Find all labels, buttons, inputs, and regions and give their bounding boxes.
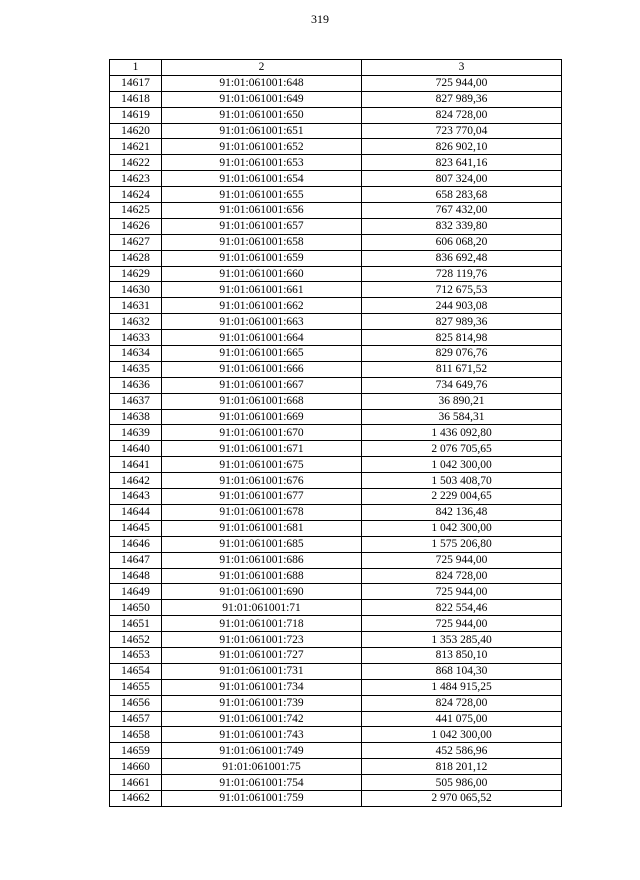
table-row bbox=[110, 504, 562, 520]
cadastral-number-cell: 91:01:061001:656 bbox=[162, 203, 362, 219]
table-row bbox=[110, 695, 562, 711]
cadastral-number-cell: 91:01:061001:759 bbox=[162, 790, 362, 806]
row-number-cell: 14618 bbox=[110, 91, 162, 107]
table-row bbox=[110, 266, 562, 282]
table-row bbox=[110, 107, 562, 123]
cadastral-number-cell: 91:01:061001:749 bbox=[162, 743, 362, 759]
cadastral-number-cell: 91:01:061001:650 bbox=[162, 107, 362, 123]
table-row bbox=[110, 552, 562, 568]
row-number-cell: 14637 bbox=[110, 393, 162, 409]
cadastral-value-cell: 824 728,00 bbox=[362, 695, 562, 711]
cadastral-number-cell: 91:01:061001:657 bbox=[162, 218, 362, 234]
cadastral-value-cell: 505 986,00 bbox=[362, 775, 562, 791]
table-row bbox=[110, 711, 562, 727]
row-number-cell: 14639 bbox=[110, 425, 162, 441]
table-row bbox=[110, 759, 562, 775]
cadastral-number-cell: 91:01:061001:660 bbox=[162, 266, 362, 282]
table-row bbox=[110, 298, 562, 314]
cadastral-value-cell: 811 671,52 bbox=[362, 361, 562, 377]
table-row bbox=[110, 314, 562, 330]
cadastral-value-cell: 1 484 915,25 bbox=[362, 679, 562, 695]
row-number-cell: 14649 bbox=[110, 584, 162, 600]
row-number-cell: 14656 bbox=[110, 695, 162, 711]
row-number-cell: 14638 bbox=[110, 409, 162, 425]
row-number-cell: 14620 bbox=[110, 123, 162, 139]
table-row bbox=[110, 647, 562, 663]
row-number-cell: 14630 bbox=[110, 282, 162, 298]
row-number-cell: 14619 bbox=[110, 107, 162, 123]
table-body bbox=[110, 75, 562, 806]
cadastral-number-cell: 91:01:061001:71 bbox=[162, 600, 362, 616]
table-row bbox=[110, 457, 562, 473]
cadastral-number-cell: 91:01:061001:718 bbox=[162, 616, 362, 632]
cadastral-number-cell: 91:01:061001:661 bbox=[162, 282, 362, 298]
row-number-cell: 14627 bbox=[110, 234, 162, 250]
table-row bbox=[110, 250, 562, 266]
cadastral-number-cell: 91:01:061001:655 bbox=[162, 187, 362, 203]
cadastral-value-cell: 1 503 408,70 bbox=[362, 473, 562, 489]
row-number-cell: 14640 bbox=[110, 441, 162, 457]
cadastral-number-cell: 91:01:061001:739 bbox=[162, 695, 362, 711]
table-row bbox=[110, 377, 562, 393]
row-number-cell: 14657 bbox=[110, 711, 162, 727]
cadastral-value-cell: 606 068,20 bbox=[362, 234, 562, 250]
row-number-cell: 14621 bbox=[110, 139, 162, 155]
cadastral-value-cell: 452 586,96 bbox=[362, 743, 562, 759]
row-number-cell: 14622 bbox=[110, 155, 162, 171]
cadastral-number-cell: 91:01:061001:75 bbox=[162, 759, 362, 775]
cadastral-value-cell: 767 432,00 bbox=[362, 203, 562, 219]
cadastral-value-cell: 2 076 705,65 bbox=[362, 441, 562, 457]
row-number-cell: 14633 bbox=[110, 330, 162, 346]
cadastral-number-cell: 91:01:061001:669 bbox=[162, 409, 362, 425]
cadastral-number-cell: 91:01:061001:662 bbox=[162, 298, 362, 314]
cadastral-number-cell: 91:01:061001:678 bbox=[162, 504, 362, 520]
table-row bbox=[110, 75, 562, 91]
cadastral-number-cell: 91:01:061001:648 bbox=[162, 75, 362, 91]
row-number-cell: 14623 bbox=[110, 171, 162, 187]
cadastral-value-cell: 824 728,00 bbox=[362, 568, 562, 584]
cadastral-value-cell: 2 229 004,65 bbox=[362, 489, 562, 505]
cadastral-number-cell: 91:01:061001:688 bbox=[162, 568, 362, 584]
row-number-cell: 14651 bbox=[110, 616, 162, 632]
table-row bbox=[110, 139, 562, 155]
cadastral-number-cell: 91:01:061001:670 bbox=[162, 425, 362, 441]
table-row bbox=[110, 568, 562, 584]
cadastral-value-cell: 1 575 206,80 bbox=[362, 536, 562, 552]
table-row bbox=[110, 663, 562, 679]
row-number-cell: 14653 bbox=[110, 647, 162, 663]
row-number-cell: 14629 bbox=[110, 266, 162, 282]
cadastral-value-cell: 836 692,48 bbox=[362, 250, 562, 266]
row-number-cell: 14626 bbox=[110, 218, 162, 234]
row-number-cell: 14625 bbox=[110, 203, 162, 219]
cadastral-value-cell: 2 970 065,52 bbox=[362, 790, 562, 806]
cadastral-number-cell: 91:01:061001:652 bbox=[162, 139, 362, 155]
cadastral-number-cell: 91:01:061001:649 bbox=[162, 91, 362, 107]
row-number-cell: 14644 bbox=[110, 504, 162, 520]
cadastral-value-cell: 827 989,36 bbox=[362, 314, 562, 330]
table-row bbox=[110, 679, 562, 695]
cadastral-number-cell: 91:01:061001:671 bbox=[162, 441, 362, 457]
table-row bbox=[110, 600, 562, 616]
cadastral-number-cell: 91:01:061001:754 bbox=[162, 775, 362, 791]
row-number-cell: 14650 bbox=[110, 600, 162, 616]
cadastral-value-cell: 728 119,76 bbox=[362, 266, 562, 282]
cadastral-value-cell: 441 075,00 bbox=[362, 711, 562, 727]
table-row bbox=[110, 441, 562, 457]
cadastral-number-cell: 91:01:061001:675 bbox=[162, 457, 362, 473]
table-row bbox=[110, 743, 562, 759]
cadastral-value-cell: 725 944,00 bbox=[362, 616, 562, 632]
cadastral-number-cell: 91:01:061001:681 bbox=[162, 520, 362, 536]
cadastral-value-cell: 723 770,04 bbox=[362, 123, 562, 139]
row-number-cell: 14636 bbox=[110, 377, 162, 393]
table-row bbox=[110, 91, 562, 107]
table-row bbox=[110, 393, 562, 409]
row-number-cell: 14645 bbox=[110, 520, 162, 536]
table-row bbox=[110, 616, 562, 632]
cadastral-number-cell: 91:01:061001:686 bbox=[162, 552, 362, 568]
cadastral-value-cell: 36 584,31 bbox=[362, 409, 562, 425]
cadastral-number-cell: 91:01:061001:651 bbox=[162, 123, 362, 139]
row-number-cell: 14635 bbox=[110, 361, 162, 377]
row-number-cell: 14643 bbox=[110, 489, 162, 505]
row-number-cell: 14661 bbox=[110, 775, 162, 791]
column-header-2: 2 bbox=[162, 60, 362, 76]
table-row bbox=[110, 790, 562, 806]
table-row bbox=[110, 282, 562, 298]
cadastral-value-cell: 825 814,98 bbox=[362, 330, 562, 346]
cadastral-number-cell: 91:01:061001:665 bbox=[162, 346, 362, 362]
cadastral-value-cell: 658 283,68 bbox=[362, 187, 562, 203]
cadastral-value-cell: 822 554,46 bbox=[362, 600, 562, 616]
cadastral-value-cell: 827 989,36 bbox=[362, 91, 562, 107]
cadastral-value-cell: 824 728,00 bbox=[362, 107, 562, 123]
table-row bbox=[110, 775, 562, 791]
cadastral-value-cell: 842 136,48 bbox=[362, 504, 562, 520]
row-number-cell: 14631 bbox=[110, 298, 162, 314]
table-row bbox=[110, 330, 562, 346]
row-number-cell: 14648 bbox=[110, 568, 162, 584]
cadastral-number-cell: 91:01:061001:663 bbox=[162, 314, 362, 330]
table-row bbox=[110, 234, 562, 250]
row-number-cell: 14659 bbox=[110, 743, 162, 759]
cadastral-number-cell: 91:01:061001:690 bbox=[162, 584, 362, 600]
cadastral-value-cell: 868 104,30 bbox=[362, 663, 562, 679]
cadastral-value-cell: 807 324,00 bbox=[362, 171, 562, 187]
table-row bbox=[110, 727, 562, 743]
cadastral-number-cell: 91:01:061001:668 bbox=[162, 393, 362, 409]
cadastral-value-table bbox=[109, 59, 562, 807]
row-number-cell: 14647 bbox=[110, 552, 162, 568]
cadastral-value-cell: 734 649,76 bbox=[362, 377, 562, 393]
row-number-cell: 14662 bbox=[110, 790, 162, 806]
table-row bbox=[110, 520, 562, 536]
cadastral-value-cell: 725 944,00 bbox=[362, 75, 562, 91]
cadastral-value-cell: 818 201,12 bbox=[362, 759, 562, 775]
table-row bbox=[110, 489, 562, 505]
table-row bbox=[110, 473, 562, 489]
table-row bbox=[110, 584, 562, 600]
row-number-cell: 14628 bbox=[110, 250, 162, 266]
cadastral-value-cell: 813 850,10 bbox=[362, 647, 562, 663]
table-row bbox=[110, 409, 562, 425]
cadastral-number-cell: 91:01:061001:659 bbox=[162, 250, 362, 266]
cadastral-value-cell: 1 436 092,80 bbox=[362, 425, 562, 441]
table-row bbox=[110, 425, 562, 441]
row-number-cell: 14642 bbox=[110, 473, 162, 489]
cadastral-number-cell: 91:01:061001:653 bbox=[162, 155, 362, 171]
table-row bbox=[110, 632, 562, 648]
cadastral-number-cell: 91:01:061001:658 bbox=[162, 234, 362, 250]
cadastral-number-cell: 91:01:061001:685 bbox=[162, 536, 362, 552]
cadastral-number-cell: 91:01:061001:666 bbox=[162, 361, 362, 377]
cadastral-value-cell: 832 339,80 bbox=[362, 218, 562, 234]
cadastral-value-cell: 823 641,16 bbox=[362, 155, 562, 171]
cadastral-value-cell: 1 042 300,00 bbox=[362, 727, 562, 743]
cadastral-number-cell: 91:01:061001:731 bbox=[162, 663, 362, 679]
table-row bbox=[110, 187, 562, 203]
row-number-cell: 14658 bbox=[110, 727, 162, 743]
cadastral-value-cell: 725 944,00 bbox=[362, 584, 562, 600]
row-number-cell: 14632 bbox=[110, 314, 162, 330]
row-number-cell: 14660 bbox=[110, 759, 162, 775]
cadastral-number-cell: 91:01:061001:734 bbox=[162, 679, 362, 695]
cadastral-value-cell: 712 675,53 bbox=[362, 282, 562, 298]
table-row bbox=[110, 123, 562, 139]
column-header-1: 1 bbox=[110, 60, 162, 76]
cadastral-value-cell: 244 903,08 bbox=[362, 298, 562, 314]
cadastral-number-cell: 91:01:061001:676 bbox=[162, 473, 362, 489]
row-number-cell: 14624 bbox=[110, 187, 162, 203]
table-row bbox=[110, 218, 562, 234]
table-row bbox=[110, 203, 562, 219]
row-number-cell: 14646 bbox=[110, 536, 162, 552]
cadastral-value-cell: 829 076,76 bbox=[362, 346, 562, 362]
cadastral-value-cell: 1 042 300,00 bbox=[362, 457, 562, 473]
row-number-cell: 14655 bbox=[110, 679, 162, 695]
cadastral-value-cell: 1 042 300,00 bbox=[362, 520, 562, 536]
table-row bbox=[110, 155, 562, 171]
cadastral-number-cell: 91:01:061001:727 bbox=[162, 647, 362, 663]
cadastral-number-cell: 91:01:061001:654 bbox=[162, 171, 362, 187]
column-header-3: 3 bbox=[362, 60, 562, 76]
cadastral-value-cell: 725 944,00 bbox=[362, 552, 562, 568]
page-number: 319 bbox=[311, 12, 329, 26]
row-number-cell: 14652 bbox=[110, 632, 162, 648]
table-row bbox=[110, 361, 562, 377]
table-row bbox=[110, 346, 562, 362]
table-row bbox=[110, 171, 562, 187]
cadastral-number-cell: 91:01:061001:723 bbox=[162, 632, 362, 648]
cadastral-number-cell: 91:01:061001:677 bbox=[162, 489, 362, 505]
cadastral-number-cell: 91:01:061001:664 bbox=[162, 330, 362, 346]
row-number-cell: 14654 bbox=[110, 663, 162, 679]
cadastral-value-cell: 1 353 285,40 bbox=[362, 632, 562, 648]
cadastral-number-cell: 91:01:061001:667 bbox=[162, 377, 362, 393]
cadastral-number-cell: 91:01:061001:743 bbox=[162, 727, 362, 743]
cadastral-value-cell: 826 902,10 bbox=[362, 139, 562, 155]
table-header-row bbox=[110, 60, 562, 76]
row-number-cell: 14617 bbox=[110, 75, 162, 91]
row-number-cell: 14641 bbox=[110, 457, 162, 473]
table-row bbox=[110, 536, 562, 552]
cadastral-value-cell: 36 890,21 bbox=[362, 393, 562, 409]
row-number-cell: 14634 bbox=[110, 346, 162, 362]
cadastral-number-cell: 91:01:061001:742 bbox=[162, 711, 362, 727]
